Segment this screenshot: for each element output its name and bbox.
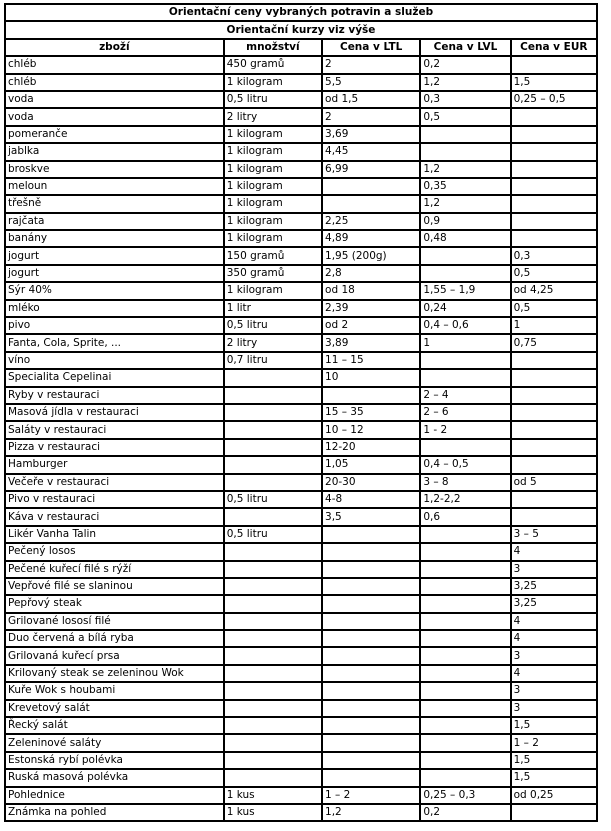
cell-quantity: [224, 421, 322, 438]
cell-price-eur: [511, 352, 597, 369]
cell-price-eur: 4: [511, 630, 597, 647]
cell-price-lvl: 0,3: [420, 91, 510, 108]
cell-quantity: 1 kilogram: [224, 126, 322, 143]
cell-price-ltl: 4,89: [322, 230, 420, 247]
cell-price-ltl: [322, 665, 420, 682]
cell-price-ltl: [322, 543, 420, 560]
cell-price-lvl: 1,2: [420, 74, 510, 91]
cell-price-eur: [511, 161, 597, 178]
table-row: [5, 195, 597, 212]
table-row: [5, 404, 597, 421]
cell-price-eur: [511, 143, 597, 160]
cell-price-eur: 0,5: [511, 265, 597, 282]
table-title: Orientační ceny vybraných potravin a služeb: [5, 4, 597, 21]
cell-quantity: [224, 665, 322, 682]
cell-quantity: [224, 769, 322, 786]
cell-price-eur: [511, 213, 597, 230]
cell-goods: Pepřový steak: [5, 595, 224, 612]
table-row: [5, 804, 597, 821]
price-table: [4, 3, 598, 822]
table-row: [5, 682, 597, 699]
table-row: [5, 143, 597, 160]
cell-price-ltl: 3,69: [322, 126, 420, 143]
column-header-price-ltl: Cena v LTL: [322, 39, 420, 56]
cell-price-ltl: [322, 752, 420, 769]
cell-quantity: 0,5 litru: [224, 317, 322, 334]
cell-goods: voda: [5, 91, 224, 108]
cell-price-eur: od 0,25: [511, 787, 597, 804]
cell-price-lvl: [420, 613, 510, 630]
cell-quantity: 1 kilogram: [224, 230, 322, 247]
table-row: [5, 561, 597, 578]
cell-quantity: 0,5 litru: [224, 491, 322, 508]
cell-price-eur: 3: [511, 647, 597, 664]
cell-price-ltl: 6,99: [322, 161, 420, 178]
cell-price-eur: [511, 804, 597, 821]
cell-price-eur: 0,5: [511, 300, 597, 317]
cell-price-ltl: 12-20: [322, 439, 420, 456]
cell-price-lvl: 1,2-2,2: [420, 491, 510, 508]
table-row: [5, 474, 597, 491]
cell-price-eur: 1 – 2: [511, 734, 597, 751]
cell-price-eur: [511, 369, 597, 386]
cell-price-lvl: 0,6: [420, 508, 510, 525]
cell-price-lvl: 0,48: [420, 230, 510, 247]
cell-goods: Hamburger: [5, 456, 224, 473]
cell-quantity: [224, 752, 322, 769]
cell-goods: voda: [5, 108, 224, 125]
cell-quantity: 2 litry: [224, 108, 322, 125]
table-row: [5, 213, 597, 230]
cell-goods: Pizza v restauraci: [5, 439, 224, 456]
column-header-quantity: množství: [224, 39, 322, 56]
table-row: [5, 752, 597, 769]
cell-price-lvl: [420, 734, 510, 751]
cell-goods: Duo červená a bílá ryba: [5, 630, 224, 647]
cell-quantity: 1 litr: [224, 300, 322, 317]
cell-price-ltl: [322, 717, 420, 734]
cell-goods: Ryby v restauraci: [5, 387, 224, 404]
cell-price-eur: 1,5: [511, 717, 597, 734]
cell-price-ltl: 10: [322, 369, 420, 386]
cell-price-eur: [511, 195, 597, 212]
cell-goods: jogurt: [5, 247, 224, 264]
cell-price-eur: 3: [511, 700, 597, 717]
cell-quantity: [224, 595, 322, 612]
cell-price-ltl: 2: [322, 56, 420, 73]
cell-price-lvl: [420, 769, 510, 786]
table-row: [5, 613, 597, 630]
cell-quantity: 0,5 litru: [224, 91, 322, 108]
cell-goods: Krevetový salát: [5, 700, 224, 717]
cell-price-lvl: [420, 143, 510, 160]
cell-price-ltl: [322, 613, 420, 630]
cell-price-ltl: [322, 178, 420, 195]
table-subtitle: Orientační kurzy viz výše: [5, 21, 597, 38]
cell-price-eur: 4: [511, 613, 597, 630]
cell-goods: Pečený losos: [5, 543, 224, 560]
table-row: [5, 769, 597, 786]
cell-quantity: [224, 682, 322, 699]
cell-goods: meloun: [5, 178, 224, 195]
cell-price-eur: [511, 456, 597, 473]
table-row: [5, 352, 597, 369]
cell-price-eur: 3: [511, 682, 597, 699]
cell-goods: broskve: [5, 161, 224, 178]
cell-price-eur: [511, 230, 597, 247]
cell-price-lvl: [420, 578, 510, 595]
cell-quantity: 450 gramů: [224, 56, 322, 73]
table-row: [5, 387, 597, 404]
table-row: [5, 421, 597, 438]
cell-price-ltl: [322, 387, 420, 404]
cell-price-lvl: 0,4 – 0,6: [420, 317, 510, 334]
cell-quantity: 1 kilogram: [224, 143, 322, 160]
table-row: [5, 700, 597, 717]
cell-price-lvl: 0,25 – 0,3: [420, 787, 510, 804]
cell-price-lvl: 0,2: [420, 804, 510, 821]
cell-goods: chléb: [5, 74, 224, 91]
cell-price-eur: 4: [511, 665, 597, 682]
cell-price-lvl: 1,2: [420, 161, 510, 178]
cell-goods: pomeranče: [5, 126, 224, 143]
cell-price-ltl: 1,95 (200g): [322, 247, 420, 264]
cell-price-ltl: [322, 595, 420, 612]
cell-price-lvl: 0,4 – 0,5: [420, 456, 510, 473]
cell-price-ltl: 2,25: [322, 213, 420, 230]
table-row: [5, 230, 597, 247]
cell-price-lvl: 3 – 8: [420, 474, 510, 491]
table-row: [5, 717, 597, 734]
cell-price-ltl: 3,5: [322, 508, 420, 525]
cell-price-lvl: [420, 439, 510, 456]
cell-price-ltl: [322, 578, 420, 595]
cell-price-lvl: [420, 630, 510, 647]
cell-price-lvl: 0,9: [420, 213, 510, 230]
cell-price-lvl: [420, 369, 510, 386]
cell-price-eur: [511, 178, 597, 195]
cell-goods: pivo: [5, 317, 224, 334]
cell-price-ltl: 4,45: [322, 143, 420, 160]
column-header-price-lvl: Cena v LVL: [420, 39, 510, 56]
cell-price-lvl: 2 – 4: [420, 387, 510, 404]
cell-price-eur: 0,3: [511, 247, 597, 264]
cell-price-lvl: [420, 682, 510, 699]
cell-quantity: 150 gramů: [224, 247, 322, 264]
table-row: [5, 630, 597, 647]
cell-goods: Zeleninové saláty: [5, 734, 224, 751]
cell-price-eur: 1,5: [511, 769, 597, 786]
cell-quantity: [224, 561, 322, 578]
cell-goods: Řecký salát: [5, 717, 224, 734]
table-subtitle-row: [5, 21, 597, 38]
cell-price-ltl: 10 – 12: [322, 421, 420, 438]
cell-price-ltl: 1,05: [322, 456, 420, 473]
table-row: [5, 439, 597, 456]
table-header-row: [5, 39, 597, 56]
cell-goods: Saláty v restauraci: [5, 421, 224, 438]
cell-quantity: [224, 474, 322, 491]
cell-price-ltl: od 1,5: [322, 91, 420, 108]
table-row: [5, 543, 597, 560]
cell-price-lvl: 0,24: [420, 300, 510, 317]
cell-price-eur: [511, 491, 597, 508]
cell-price-lvl: [420, 647, 510, 664]
cell-quantity: 1 kus: [224, 787, 322, 804]
cell-price-lvl: [420, 126, 510, 143]
column-header-price-eur: Cena v EUR: [511, 39, 597, 56]
table-row: [5, 300, 597, 317]
cell-price-eur: [511, 387, 597, 404]
cell-price-lvl: 0,35: [420, 178, 510, 195]
cell-price-eur: 3 – 5: [511, 526, 597, 543]
cell-goods: chléb: [5, 56, 224, 73]
cell-price-lvl: [420, 665, 510, 682]
cell-price-eur: 0,25 – 0,5: [511, 91, 597, 108]
table-row: [5, 787, 597, 804]
cell-price-eur: [511, 108, 597, 125]
table-row: [5, 508, 597, 525]
cell-quantity: 1 kus: [224, 804, 322, 821]
cell-price-eur: [511, 508, 597, 525]
cell-price-lvl: [420, 595, 510, 612]
cell-quantity: [224, 387, 322, 404]
cell-price-ltl: [322, 647, 420, 664]
cell-price-lvl: 1: [420, 334, 510, 351]
cell-price-ltl: 2,39: [322, 300, 420, 317]
cell-price-eur: od 4,25: [511, 282, 597, 299]
cell-quantity: 0,5 litru: [224, 526, 322, 543]
cell-goods: Známka na pohled: [5, 804, 224, 821]
cell-price-eur: 3,25: [511, 595, 597, 612]
cell-goods: Grilovaná kuřecí prsa: [5, 647, 224, 664]
table-row: [5, 74, 597, 91]
cell-price-eur: 0,75: [511, 334, 597, 351]
cell-price-eur: [511, 404, 597, 421]
cell-price-lvl: [420, 752, 510, 769]
cell-price-eur: 3: [511, 561, 597, 578]
cell-quantity: 1 kilogram: [224, 213, 322, 230]
cell-price-eur: 1,5: [511, 74, 597, 91]
table-row: [5, 282, 597, 299]
cell-goods: třešně: [5, 195, 224, 212]
cell-goods: Fanta, Cola, Sprite, ...: [5, 334, 224, 351]
table-row: [5, 578, 597, 595]
cell-goods: Kuře Wok s houbami: [5, 682, 224, 699]
cell-goods: Sýr 40%: [5, 282, 224, 299]
cell-price-lvl: 0,2: [420, 56, 510, 73]
table-row: [5, 369, 597, 386]
cell-quantity: [224, 717, 322, 734]
cell-quantity: [224, 404, 322, 421]
cell-price-ltl: 2,8: [322, 265, 420, 282]
cell-goods: Estonská rybí polévka: [5, 752, 224, 769]
cell-price-ltl: 5,5: [322, 74, 420, 91]
cell-price-lvl: [420, 561, 510, 578]
cell-quantity: [224, 508, 322, 525]
cell-price-lvl: 0,5: [420, 108, 510, 125]
cell-goods: Vepřové filé se slaninou: [5, 578, 224, 595]
cell-price-ltl: [322, 195, 420, 212]
cell-price-eur: [511, 56, 597, 73]
cell-goods: Pečené kuřecí filé s rýží: [5, 561, 224, 578]
cell-price-eur: 4: [511, 543, 597, 560]
table-row: [5, 91, 597, 108]
cell-quantity: [224, 369, 322, 386]
cell-goods: mléko: [5, 300, 224, 317]
table-row: [5, 491, 597, 508]
cell-price-eur: od 5: [511, 474, 597, 491]
cell-quantity: [224, 578, 322, 595]
cell-price-ltl: 4-8: [322, 491, 420, 508]
cell-goods: jogurt: [5, 265, 224, 282]
cell-quantity: [224, 543, 322, 560]
cell-price-ltl: [322, 769, 420, 786]
table-title-row: [5, 4, 597, 21]
cell-goods: jablka: [5, 143, 224, 160]
cell-goods: Masová jídla v restauraci: [5, 404, 224, 421]
cell-price-ltl: 15 – 35: [322, 404, 420, 421]
cell-quantity: 1 kilogram: [224, 74, 322, 91]
table-row: [5, 56, 597, 73]
column-header-goods: zboží: [5, 39, 224, 56]
cell-goods: víno: [5, 352, 224, 369]
cell-goods: Pohlednice: [5, 787, 224, 804]
table-row: [5, 178, 597, 195]
cell-price-ltl: 11 – 15: [322, 352, 420, 369]
cell-goods: Likér Vanha Talin: [5, 526, 224, 543]
cell-price-eur: 1: [511, 317, 597, 334]
cell-price-ltl: od 2: [322, 317, 420, 334]
cell-quantity: [224, 734, 322, 751]
cell-quantity: [224, 647, 322, 664]
cell-price-lvl: [420, 526, 510, 543]
cell-quantity: [224, 456, 322, 473]
cell-price-lvl: [420, 247, 510, 264]
cell-price-eur: [511, 439, 597, 456]
cell-quantity: 1 kilogram: [224, 161, 322, 178]
cell-price-eur: [511, 126, 597, 143]
cell-price-eur: 1,5: [511, 752, 597, 769]
cell-price-ltl: 3,89: [322, 334, 420, 351]
table-row: [5, 665, 597, 682]
cell-quantity: [224, 630, 322, 647]
cell-price-ltl: [322, 526, 420, 543]
table-row: [5, 456, 597, 473]
cell-goods: Grilované lososí filé: [5, 613, 224, 630]
cell-goods: rajčata: [5, 213, 224, 230]
table-row: [5, 265, 597, 282]
cell-price-ltl: [322, 734, 420, 751]
cell-price-lvl: [420, 543, 510, 560]
cell-price-ltl: 2: [322, 108, 420, 125]
table-row: [5, 317, 597, 334]
cell-quantity: 1 kilogram: [224, 282, 322, 299]
table-row: [5, 108, 597, 125]
table-body: [5, 56, 597, 821]
cell-price-ltl: 1 – 2: [322, 787, 420, 804]
cell-goods: Večeře v restauraci: [5, 474, 224, 491]
table-row: [5, 247, 597, 264]
cell-quantity: 0,7 litru: [224, 352, 322, 369]
cell-goods: Specialita Cepelinai: [5, 369, 224, 386]
cell-price-ltl: 1,2: [322, 804, 420, 821]
table-row: [5, 161, 597, 178]
cell-price-lvl: 1 - 2: [420, 421, 510, 438]
table-row: [5, 126, 597, 143]
cell-goods: Káva v restauraci: [5, 508, 224, 525]
cell-price-ltl: od 18: [322, 282, 420, 299]
cell-goods: Krilovaný steak se zeleninou Wok: [5, 665, 224, 682]
cell-price-ltl: [322, 561, 420, 578]
cell-price-ltl: [322, 700, 420, 717]
table-row: [5, 734, 597, 751]
cell-price-lvl: [420, 352, 510, 369]
cell-price-lvl: [420, 265, 510, 282]
cell-quantity: [224, 439, 322, 456]
table-row: [5, 595, 597, 612]
cell-price-ltl: [322, 630, 420, 647]
cell-quantity: 1 kilogram: [224, 195, 322, 212]
cell-price-eur: 3,25: [511, 578, 597, 595]
cell-goods: Pivo v restauraci: [5, 491, 224, 508]
table-row: [5, 334, 597, 351]
cell-price-ltl: 20-30: [322, 474, 420, 491]
cell-price-lvl: 1,55 – 1,9: [420, 282, 510, 299]
table-row: [5, 647, 597, 664]
cell-price-ltl: [322, 682, 420, 699]
cell-price-lvl: 2 – 6: [420, 404, 510, 421]
cell-goods: banány: [5, 230, 224, 247]
cell-quantity: 350 gramů: [224, 265, 322, 282]
cell-price-lvl: 1,2: [420, 195, 510, 212]
cell-goods: Ruská masová polévka: [5, 769, 224, 786]
cell-price-lvl: [420, 717, 510, 734]
cell-quantity: 1 kilogram: [224, 178, 322, 195]
cell-quantity: 2 litry: [224, 334, 322, 351]
cell-price-lvl: [420, 700, 510, 717]
cell-price-eur: [511, 421, 597, 438]
cell-quantity: [224, 700, 322, 717]
table-row: [5, 526, 597, 543]
cell-quantity: [224, 613, 322, 630]
